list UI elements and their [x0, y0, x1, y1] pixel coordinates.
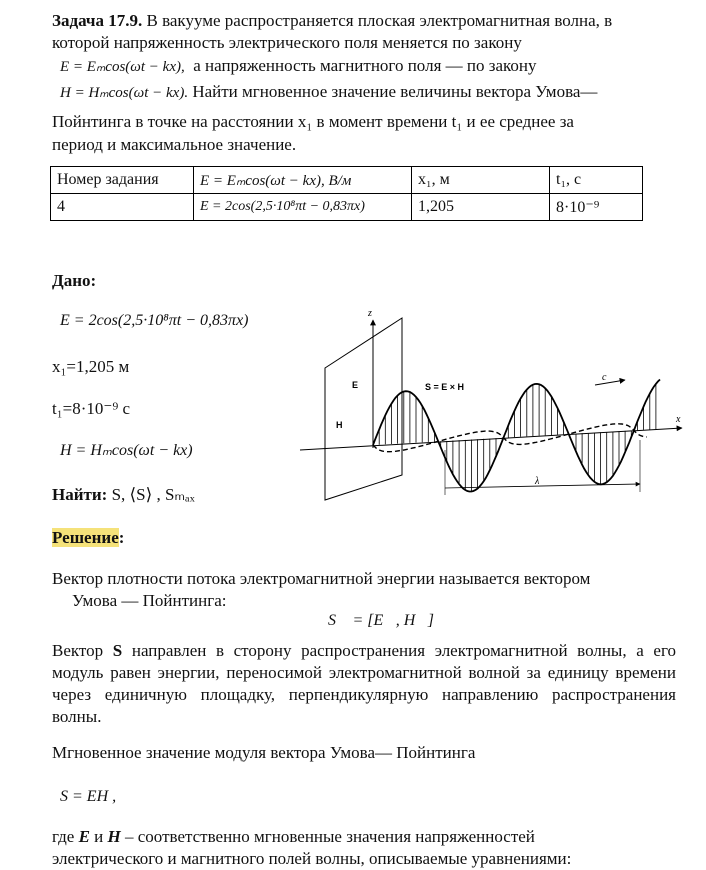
given-h-formula: H = Hₘcos(ωt − kx)	[60, 442, 193, 459]
problem-text-4: Найти мгновенное значение величины вектора Умова—	[188, 82, 598, 101]
wavefront-plane	[325, 318, 402, 500]
axis-x-label: x	[676, 414, 681, 425]
formula-s-eh: S = EH ,	[60, 788, 117, 805]
lambda-label: λ	[535, 476, 540, 487]
paragraph-1-line-1: Вектор плотности потока электромагнитной энергии называется вектором	[52, 569, 591, 588]
problem-heading: Задача 17.9.	[52, 11, 143, 30]
find-value: S, ⟨S⟩ , Sₘₐₓ	[107, 485, 195, 504]
em-wave-diagram	[290, 300, 690, 505]
given-x1: x₁=1,205 м	[52, 357, 130, 376]
table-header-cell: Номер задания	[51, 167, 194, 194]
e-vector-label: E	[352, 380, 359, 390]
solution-colon: :	[118, 528, 125, 547]
paragraph-2	[52, 640, 676, 728]
table-cell: 1,205	[412, 194, 550, 221]
given-title: Дано:	[52, 271, 97, 290]
solution-title-row	[52, 527, 124, 549]
problem-line-5: Пойнтинга в точке на расстоянии x₁ в момент времени t₁ и ее среднее за	[52, 112, 574, 131]
poynting-label: S = E × H	[425, 382, 465, 392]
paragraph-4-and: и	[89, 827, 108, 846]
table-row	[51, 194, 643, 221]
given-t1: t₁=8·10⁻⁹ с	[52, 399, 131, 418]
table-header-row	[51, 167, 643, 194]
paragraph-4-line-2: электрического и магнитного полей волны, описываемые уравнениями:	[52, 849, 572, 868]
problem-text-1: В вакууме распространяется плоская электромагнитная волна, в	[142, 11, 613, 30]
propagation-arrow	[595, 380, 625, 385]
paragraph-2-bold: S	[112, 641, 123, 660]
wavelength-arrow	[445, 484, 640, 488]
problem-line-6: период и максимальное значение.	[52, 135, 297, 154]
paragraph-1	[52, 568, 676, 612]
problem-line-2: которой напряженность электрического поля меняется по закону	[52, 33, 522, 52]
table-cell: E = 2cos(2,5·10⁸πt − 0,83πx)	[194, 194, 412, 221]
paragraph-3: Мгновенное значение модуля вектора Умова— Пойнтинга	[52, 743, 476, 762]
table-cell: 4	[51, 194, 194, 221]
paragraph-4-rest: – соответственно мгновенные значения напряженностей	[120, 827, 535, 846]
paragraph-2-start: Вектор	[52, 641, 113, 660]
paragraph-4-e: E	[78, 827, 90, 846]
task-table	[50, 166, 643, 221]
paragraph-4-h: H	[107, 827, 121, 846]
problem-line-4	[60, 81, 597, 104]
paragraph-2-rest: направлен в сторону распространения электромагнитной волны, а его модуль равен энергии, переносимой электромагнитной волной за единицу времени через единичную площадку, перпендикулярную направлению распространения волны.	[52, 641, 676, 726]
problem-text-3: а напряженность магнитного поля — по закону	[193, 56, 537, 75]
given-e-formula: E = 2cos(2,5·10⁸πt − 0,83πx)	[60, 312, 249, 329]
paragraph-4-a: где	[52, 827, 79, 846]
formula-poynting-vector: S⃗ = [E⃗, H⃗]	[328, 612, 434, 629]
table-header-cell: t₁, с	[550, 167, 643, 194]
table-header-cell: E = Eₘcos(ωt − kx), В/м	[194, 167, 412, 194]
find-label: Найти:	[52, 485, 108, 504]
problem-line-3	[60, 55, 537, 78]
find-line	[52, 484, 195, 506]
formula-e-law: E = Eₘcos(ωt − kx),	[60, 59, 185, 75]
paragraph-1-line-2: Умова — Пойнтинга:	[72, 591, 227, 610]
table-cell: 8·10⁻⁹	[550, 194, 643, 221]
h-vector-label: H	[336, 420, 343, 430]
axis-z-label: z	[368, 308, 372, 319]
formula-h-law: H = Hₘcos(ωt − kx).	[60, 85, 189, 101]
speed-label: c	[602, 372, 607, 383]
table-header-cell: x₁, м	[412, 167, 550, 194]
paragraph-4	[52, 826, 535, 848]
solution-title: Решение	[52, 528, 119, 547]
problem-line-1	[52, 10, 612, 32]
